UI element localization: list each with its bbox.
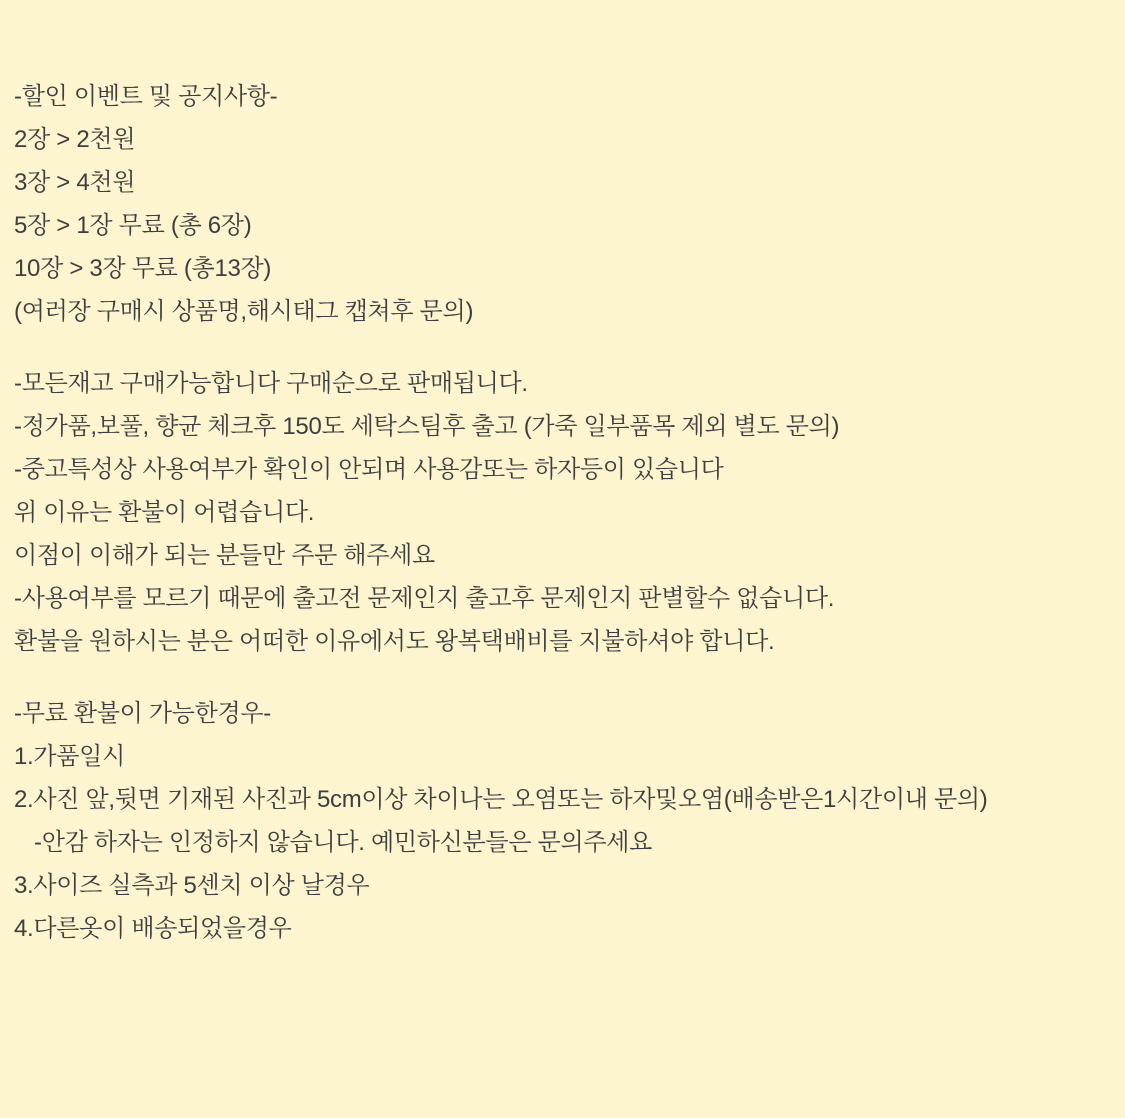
- purchase-policy-section: [14, 362, 1111, 663]
- discount-line: 3장 > 4천원: [14, 169, 136, 196]
- free-refund-section-title: -무료 환불이 가능한경우-: [14, 700, 271, 727]
- free-refund-line: 2.사진 앞,뒷면 기재된 사진과 5cm이상 차이나는 오염또는 하자및오염(배송받은1시간이내 문의): [14, 786, 988, 813]
- free-refund-subline: -안감 하자는 인정하지 않습니다. 예민하신분들은 문의주세요: [34, 829, 652, 856]
- free-refund-line: 4.다른옷이 배송되었을경우: [14, 915, 292, 942]
- policy-line: 이점이 이해가 되는 분들만 주문 해주세요: [14, 542, 435, 569]
- policy-line: -사용여부를 모르기 때문에 출고전 문제인지 출고후 문제인지 판별할수 없습니다.: [14, 585, 835, 612]
- discount-line: 10장 > 3장 무료 (총13장): [14, 255, 272, 282]
- free-refund-line: 1.가품일시: [14, 743, 125, 770]
- policy-line: -중고특성상 사용여부가 확인이 안되며 사용감또는 하자등이 있습니다: [14, 456, 724, 483]
- discount-line: 5장 > 1장 무료 (총 6장): [14, 212, 252, 239]
- discount-line: (여러장 구매시 상품명,해시태그 캡쳐후 문의): [14, 298, 474, 325]
- policy-line: 위 이유는 환불이 어렵습니다.: [14, 499, 315, 526]
- discount-event-section: [14, 75, 1111, 333]
- discount-section-title: -할인 이벤트 및 공지사항-: [14, 83, 278, 110]
- free-refund-line: 3.사이즈 실측과 5센치 이상 날경우: [14, 872, 370, 899]
- free-refund-section: [14, 692, 1111, 950]
- policy-line: -정가품,보풀, 향균 체크후 150도 세탁스팀후 출고 (가죽 일부품목 제외 별도 문의): [14, 413, 840, 440]
- discount-line: 2장 > 2천원: [14, 126, 136, 153]
- policy-line: -모든재고 구매가능합니다 구매순으로 판매됩니다.: [14, 370, 528, 397]
- policy-line: 환불을 원하시는 분은 어떠한 이유에서도 왕복택배비를 지불하셔야 합니다.: [14, 628, 775, 655]
